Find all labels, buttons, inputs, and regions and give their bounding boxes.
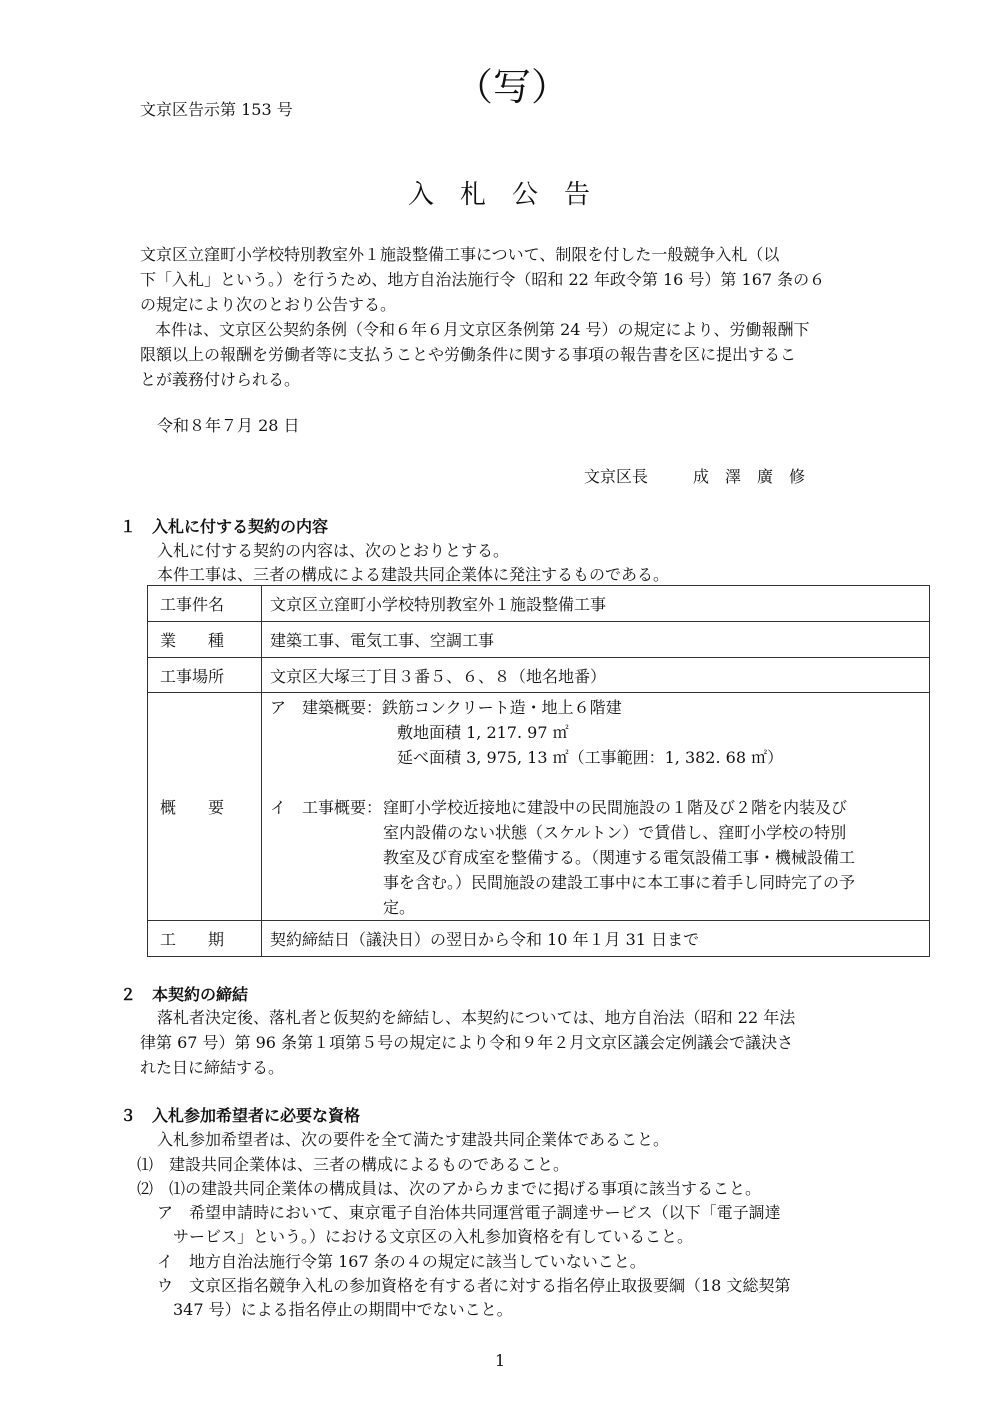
- section-text: 入札参加希望者は、次の要件を全て満たす建設共同企業体であること。: [157, 1130, 670, 1149]
- section-heading: ２ 本契約の締結: [120, 985, 249, 1004]
- overview-line: 窪町小学校近接地に建設中の民間施設の１階及び２階を内装及び: [383, 798, 848, 817]
- section-text: ⑴ 建設共同企業体は、三者の構成によるものであること。: [137, 1155, 570, 1174]
- section-text: 本件工事は、三者の構成による建設共同企業体に発注するものである。: [157, 565, 670, 584]
- section-text: 落札者決定後、落札者と仮契約を締結し、本契約については、地方自治法（昭和 22 年法: [157, 1008, 796, 1027]
- intro-line: 本件は、文京区公契約条例（令和６年６月文京区条例第 24 号）の規定により、労働報酬下: [155, 320, 810, 339]
- copy-mark: （写）: [455, 65, 570, 109]
- intro-line: とが義務付けられる。: [140, 370, 301, 389]
- section-text: 入札に付する契約の内容は、次のとおりとする。: [157, 541, 510, 560]
- contract-table: [147, 585, 930, 957]
- section-heading: ３ 入札参加希望者に必要な資格: [120, 1106, 361, 1125]
- table-label: 工事場所: [148, 658, 262, 693]
- section-text: イ 地方自治法施行令第 167 条の４の規定に該当していないこと。: [157, 1252, 646, 1271]
- overview-line: ア 建築概要：鉄筋コンクリート造・地上６階建: [270, 698, 622, 717]
- table-row: [148, 586, 930, 622]
- notice-date: 令和８年７月 28 日: [157, 416, 300, 435]
- table-row: [148, 921, 930, 957]
- table-value: 契約締結日（議決日）の翌日から令和 10 年１月 31 日まで: [262, 921, 930, 957]
- table-label: 工事件名: [148, 586, 262, 622]
- intro-line: 限額以上の報酬を労働者等に支払うことや労働条件に関する事項の報告書を区に提出するこ: [140, 345, 797, 364]
- table-value: 文京区立窪町小学校特別教室外１施設整備工事: [262, 586, 930, 622]
- notice-number: 文京区告示第 153 号: [140, 100, 293, 119]
- section-text: ア 希望申請時において、東京電子自治体共同運営電子調達サービス（以下「電子調達: [157, 1203, 781, 1222]
- section-text: ウ 文京区指名競争入札の参加資格を有する者に対する指名停止取扱要綱（18 文総契第: [157, 1276, 791, 1295]
- intro-line: 文京区立窪町小学校特別教室外１施設整備工事について、制限を付した一般競争入札（以: [140, 245, 780, 264]
- table-label: 工 期: [148, 921, 262, 957]
- table-label: 概 要: [148, 693, 262, 921]
- table-value: 文京区大塚三丁目３番５、６、８（地名地番）: [262, 658, 930, 693]
- overview-line: 延べ面積 3, 975, 13 ㎡（工事範囲：1, 382. 68 ㎡）: [397, 748, 784, 767]
- page-number: 1: [495, 1351, 506, 1370]
- overview-line: 室内設備のない状態（スケルトン）で賃借し、窪町小学校の特別: [383, 823, 847, 842]
- section-text: ⑵ ⑴の建設共同企業体の構成員は、次のアからカまでに掲げる事項に該当すること。: [137, 1179, 762, 1198]
- table-label: 業 種: [148, 622, 262, 658]
- signer-title: 文京区長: [584, 467, 649, 486]
- overview-line: 敷地面積 1, 217. 97 ㎡: [397, 723, 569, 742]
- overview-cell: [262, 693, 930, 921]
- overview-i: [270, 795, 921, 920]
- section-text: サービス」という。）における文京区の入札参加資格を有していること。: [173, 1227, 694, 1246]
- section-text: 347 号）による指名停止の期間中でないこと。: [173, 1300, 513, 1319]
- intro-line: の規定により次のとおり公告する。: [140, 295, 397, 314]
- intro-line: 下「入札」という。）を行うため、地方自治法施行令（昭和 22 年政令第 16 号）第 167 条の６: [140, 270, 826, 289]
- table-row: [148, 622, 930, 658]
- section-text: 律第 67 号）第 96 条第１項第５号の規定により令和９年２月文京区議会定例議会で議決さ: [140, 1033, 794, 1052]
- overview-line: 教室及び育成室を整備する。（関連する電気設備工事・機械設備工: [383, 848, 856, 867]
- overview-line: 定。: [383, 898, 416, 917]
- table-row-overview: [148, 693, 930, 921]
- signer-name: 成 澤 廣 修: [693, 467, 806, 486]
- section-text: れた日に締結する。: [140, 1058, 285, 1077]
- section-heading: １ 入札に付する契約の内容: [120, 517, 329, 536]
- table-row: [148, 658, 930, 693]
- overview-line: 事を含む。）民間施設の建設工事中に本工事に着手し同時完了の予: [383, 873, 856, 892]
- page-title: 入 札 公 告: [408, 180, 591, 210]
- overview-i-head: イ 工事概要：: [270, 798, 383, 817]
- table-value: 建築工事、電気工事、空調工事: [262, 622, 930, 658]
